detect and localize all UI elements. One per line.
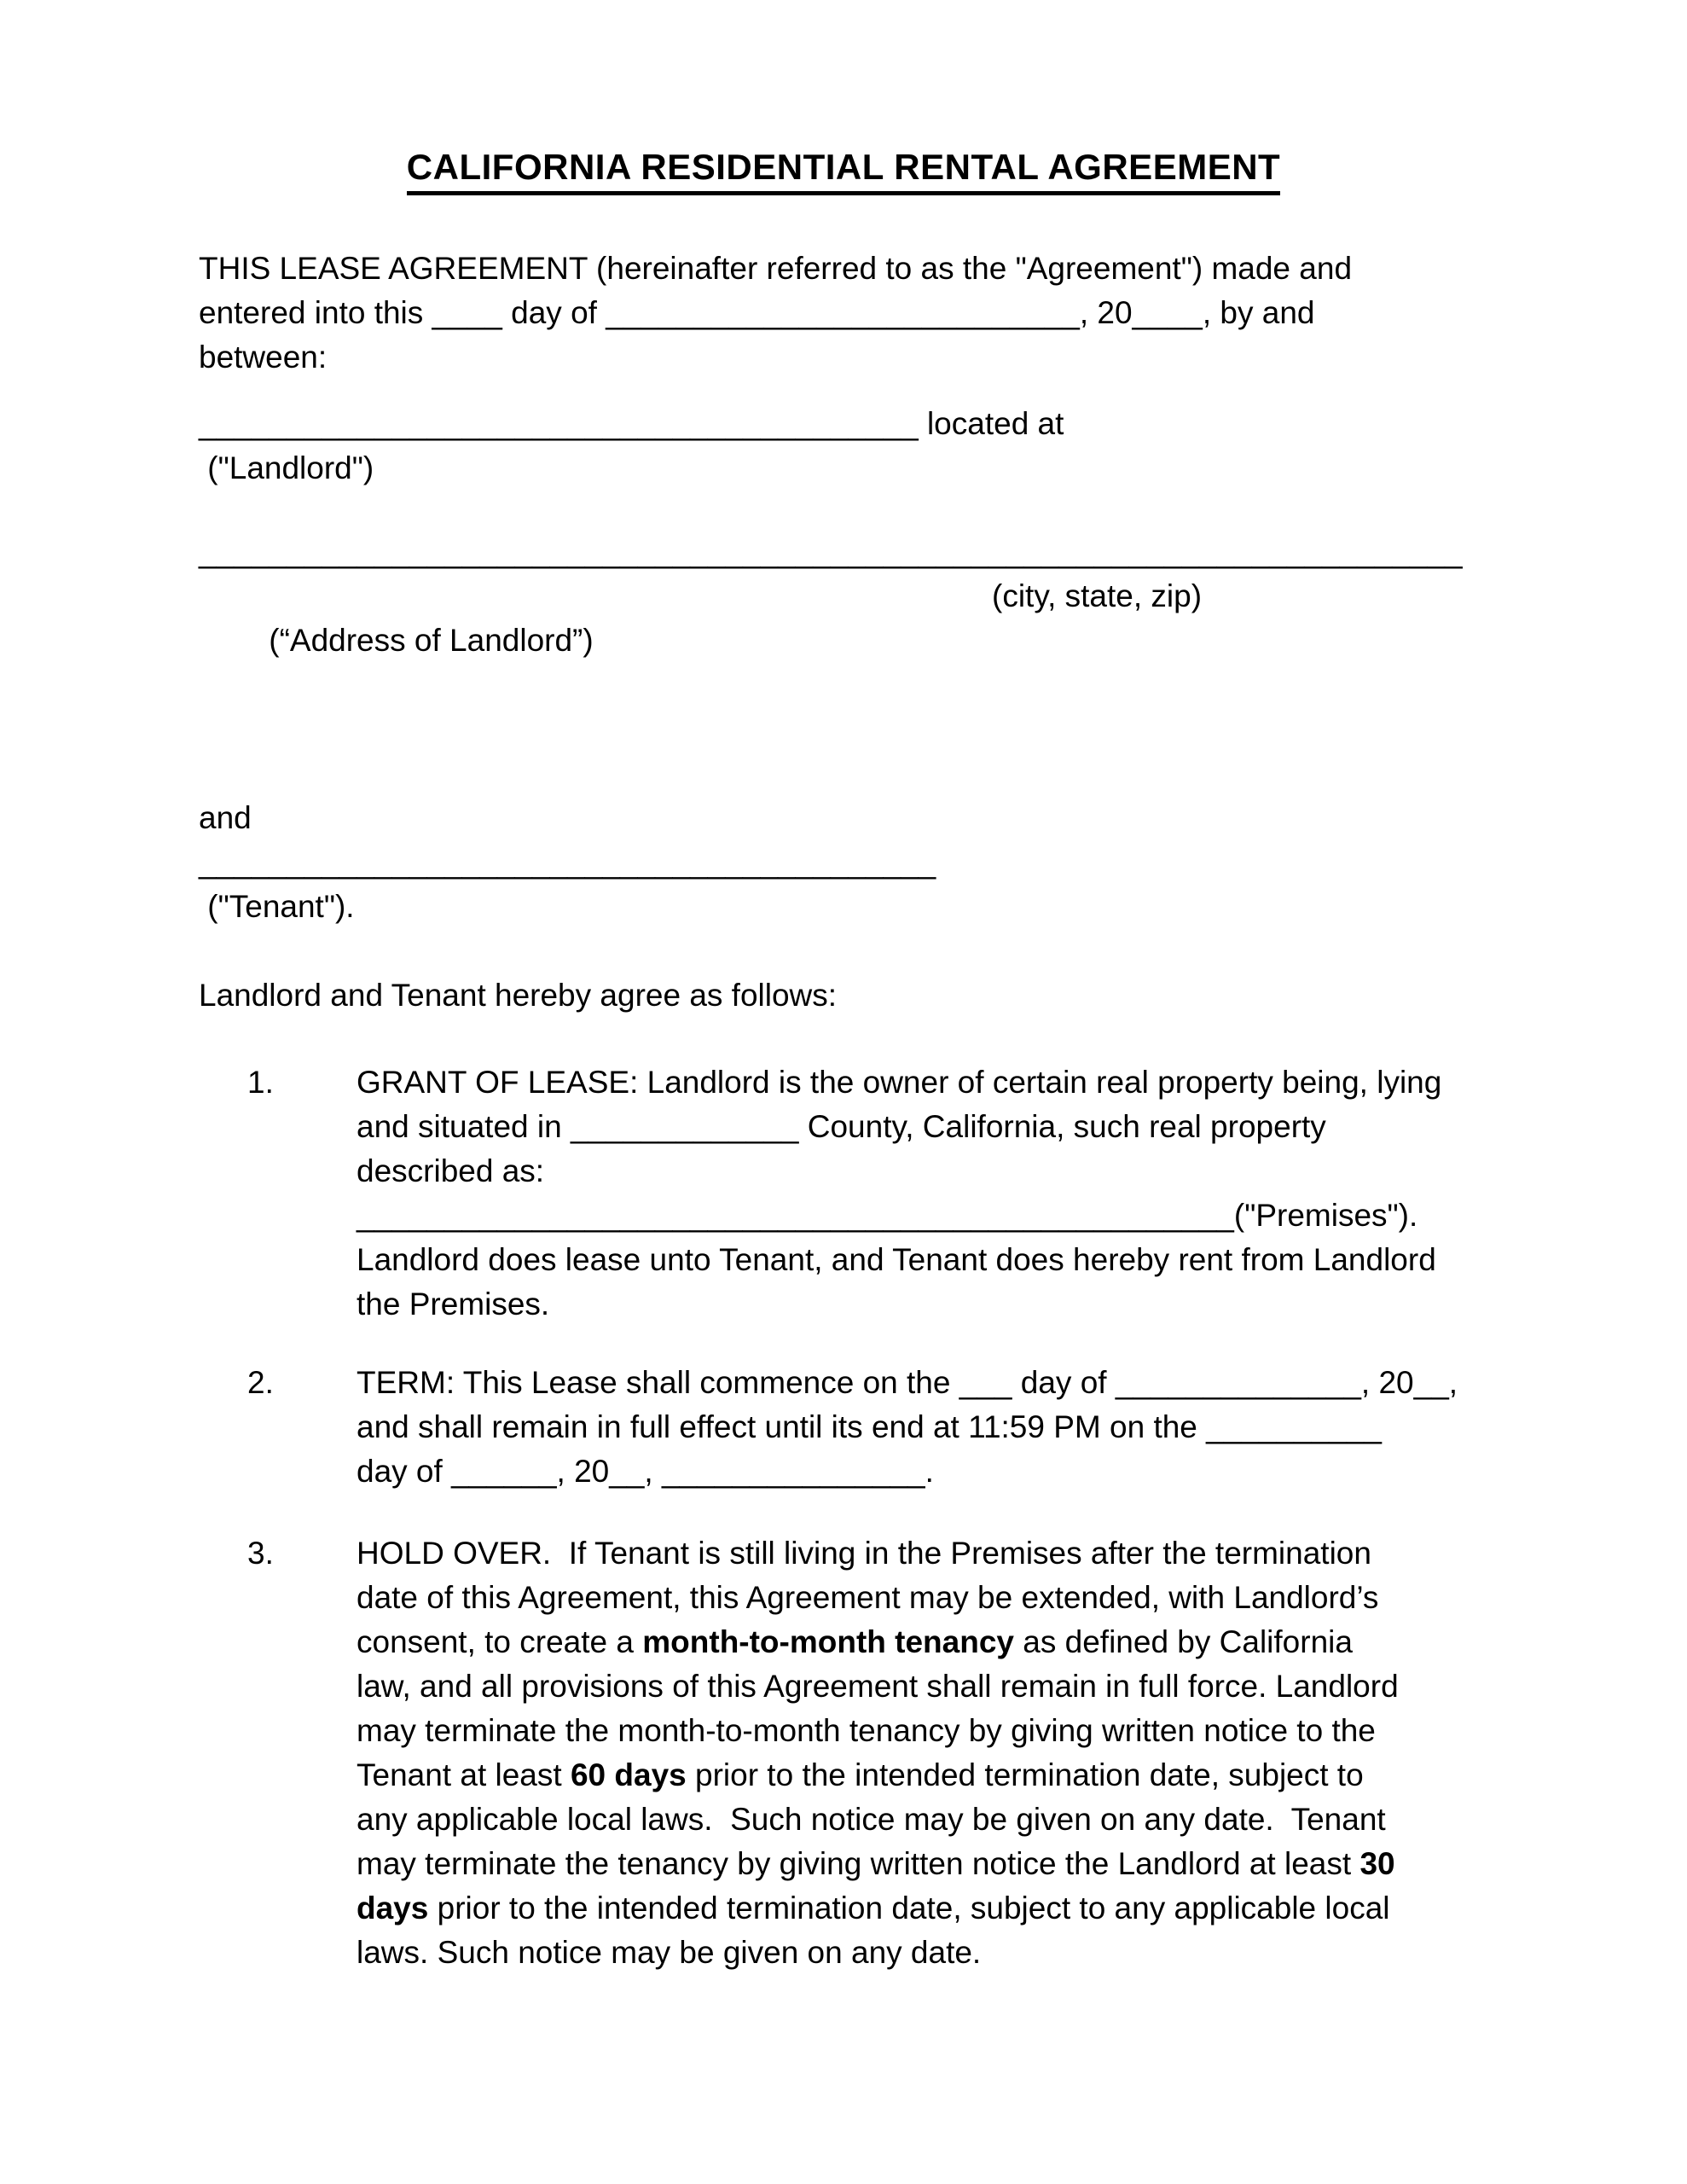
text-line [199, 840, 1551, 885]
text-segment: GRANT OF LEASE: Landlord is the owner of certain real property being, lying [357, 1065, 1442, 1101]
bold-text-segment: 60 days [570, 1757, 687, 1793]
text-segment: prior to the intended termination date, subject to [686, 1757, 1364, 1793]
city-state-zip-label: (city, state, zip) [992, 578, 1203, 614]
text-line [357, 1664, 1551, 1709]
text-line [357, 1798, 1551, 1842]
text-segment: date of this Agreement, this Agreement may be extended, with Landlord’s [357, 1580, 1379, 1616]
text-line [357, 1709, 1551, 1753]
grant-of-lease-item [199, 1060, 1551, 1327]
hold-over-item [199, 1531, 1551, 1975]
text-segment: and situated in _____________ County, California, such real property [357, 1109, 1326, 1145]
text-line [357, 1576, 1551, 1620]
agreement-lead-in-line: Landlord and Tenant hereby agree as follows: [199, 978, 838, 1014]
item-number: 3. [247, 1536, 274, 1571]
item-number: 1. [247, 1065, 274, 1101]
bold-text-segment: month-to-month tenancy [642, 1624, 1014, 1660]
text-line [199, 247, 1551, 291]
document-body [0, 247, 1687, 1975]
tenant-name-block [199, 840, 1551, 929]
text-line [357, 1361, 1551, 1405]
text-line [199, 291, 1551, 335]
text-line [357, 1282, 1551, 1327]
term-text [357, 1361, 1551, 1494]
text-line [357, 1620, 1551, 1664]
intro-paragraph [199, 247, 1551, 380]
text-segment: between: [199, 340, 328, 375]
text-line [357, 1931, 1551, 1975]
text-line [199, 446, 1551, 491]
text-segment: __________________________________________ [199, 845, 936, 880]
text-segment: laws. Such notice may be given on any date. [357, 1935, 982, 1971]
text-segment: __________________________________________________("Premises"). [357, 1198, 1418, 1234]
text-line [357, 1753, 1551, 1798]
landlord-address-block [199, 530, 1551, 752]
text-segment: ("Landlord") [199, 450, 374, 486]
landlord-name-block [199, 402, 1551, 491]
address-labels-row [199, 574, 1551, 752]
item-number: 2. [247, 1365, 274, 1401]
bold-text-segment: days [357, 1891, 429, 1926]
text-line [357, 1060, 1551, 1105]
text-line [357, 1405, 1551, 1449]
text-line [357, 1449, 1551, 1494]
address-of-landlord-label: (“Address of Landlord”) [269, 623, 594, 659]
term-item [199, 1361, 1551, 1494]
document-title: CALIFORNIA RESIDENTIAL RENTAL AGREEMENT [407, 147, 1280, 195]
and-connector: and [199, 800, 252, 836]
text-line [199, 402, 1551, 446]
text-segment: may terminate the month-to-month tenancy by giving written notice to the [357, 1713, 1376, 1749]
text-segment: may terminate the tenancy by giving written notice the Landlord at least [357, 1846, 1360, 1882]
text-segment: TERM: This Lease shall commence on the ___ day of ______________, 20__, [357, 1365, 1458, 1401]
text-segment: Landlord does lease unto Tenant, and Tenant does hereby rent from Landlord [357, 1242, 1436, 1278]
text-segment: THIS LEASE AGREEMENT (hereinafter referred to as the "Agreement") made and [199, 251, 1353, 287]
text-segment: law, and all provisions of this Agreement shall remain in full force. Landlord [357, 1669, 1399, 1705]
text-segment: described as: [357, 1153, 545, 1189]
text-line [357, 1842, 1551, 1886]
bold-text-segment: 30 [1359, 1846, 1395, 1882]
text-segment: consent, to create a [357, 1624, 643, 1660]
text-segment: entered into this ____ day of ___________________________, 20____, by and [199, 295, 1315, 331]
address-underline: ________________________________________________________________________ [199, 534, 1463, 570]
text-line [357, 1531, 1551, 1576]
text-segment: day of ______, 20__, _______________. [357, 1454, 934, 1490]
hold-over-text [357, 1531, 1551, 1975]
text-line [357, 1194, 1551, 1238]
text-segment: _________________________________________ located at [199, 406, 1064, 442]
text-segment: prior to the intended termination date, subject to any applicable local [428, 1891, 1390, 1926]
text-segment: any applicable local laws. Such notice may be given on any date. Tenant [357, 1802, 1386, 1838]
text-line [357, 1886, 1551, 1931]
text-segment: Tenant at least [357, 1757, 571, 1793]
text-line [357, 1105, 1551, 1149]
text-segment: the Premises. [357, 1287, 550, 1322]
text-line [357, 1149, 1551, 1194]
grant-of-lease-text [357, 1060, 1551, 1327]
text-segment: and shall remain in full effect until its end at 11:59 PM on the __________ [357, 1409, 1382, 1445]
text-segment: ("Tenant"). [199, 889, 355, 925]
text-segment: as defined by California [1014, 1624, 1353, 1660]
text-line [199, 885, 1551, 929]
text-segment: HOLD OVER. If Tenant is still living in the Premises after the termination [357, 1536, 1371, 1571]
text-line [357, 1238, 1551, 1282]
text-line [199, 335, 1551, 380]
document-header [0, 0, 1687, 195]
